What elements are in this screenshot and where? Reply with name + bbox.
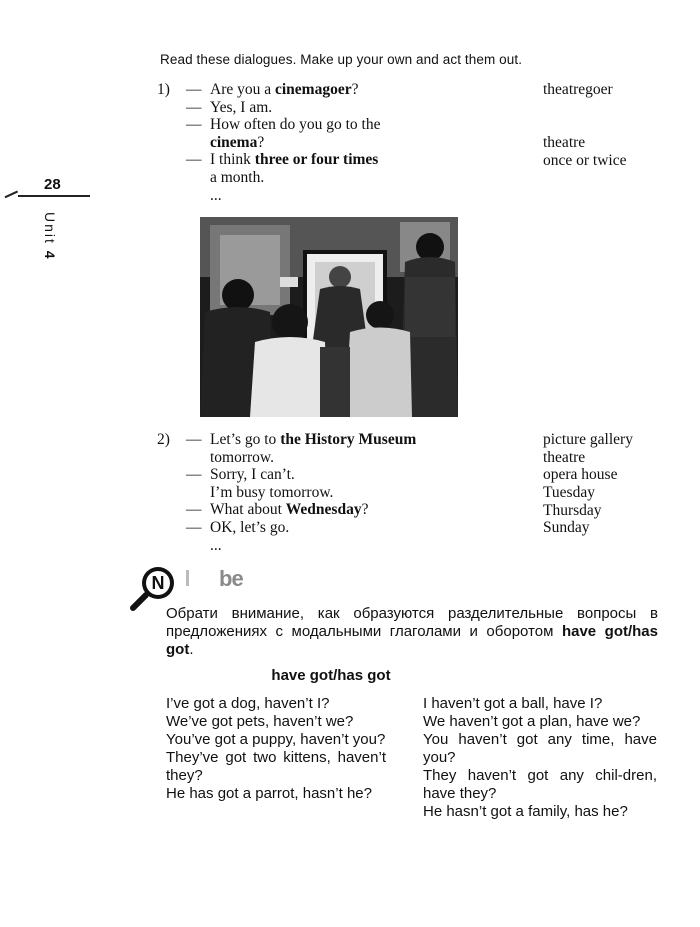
dialogue-2-number: 2) [157,431,170,448]
note-end: . [189,641,194,658]
dialogue-1-line [186,151,380,169]
right-example: They haven’t got any chil-dren, have they? [423,767,657,802]
dialogue-2-alt-2: theatre [543,449,586,466]
dialogue-text: OK, let’s go. [210,518,290,536]
dialogue-1-number: 1) [157,81,170,98]
dialogue-dash: — [186,116,202,134]
dialogue-1-alt-3: once or twice [543,152,627,169]
dialogue-1-line [186,169,380,187]
dialogue-2-alt-1: picture gallery [543,431,633,448]
dialogue-1-line [186,187,380,205]
dialogue-1-line [186,134,380,152]
left-examples [166,695,386,803]
page-rule-hook [5,191,22,206]
page-number: 28 [44,176,61,193]
dialogue-2-line [186,519,416,537]
dialogue-text: What about [210,501,286,519]
right-example: He hasn’t got a family, has he? [423,803,628,820]
dialogue-dash: — [186,151,202,169]
dialogue-1 [186,81,380,204]
museum-photo [200,217,458,417]
page-number-rule [18,195,90,197]
dialogue-2-line [186,501,416,519]
right-example: You haven’t got any time, have you? [423,731,657,766]
table-heading: have got/has got [271,667,391,684]
instruction: Read these dialogues. Make up your own and act them out. [160,52,523,67]
left-example: We’ve got pets, haven’t we? [166,713,354,730]
note-body: Обрати внимание, как образуются разделительные вопросы в предложениях с модальными глаголами и оборотом [166,605,658,640]
svg-text:N: N [151,573,165,593]
dialogue-punct: ? [361,501,369,519]
dialogue-2-line [186,466,416,484]
dialogue-keyword: cinema [210,133,258,151]
dialogue-punct: ? [257,133,265,151]
dialogue-2 [186,431,416,554]
left-example: You’ve got a puppy, haven’t you? [166,731,386,748]
dialogue-2-alt-5: Thursday [543,502,602,519]
dialogue-2-line [186,484,416,502]
dialogue-text: How often do you go to the [210,116,381,134]
left-example: They’ve got two kittens, haven’t they? [166,749,386,784]
dialogue-dash: — [186,501,202,519]
dialogue-1-line [186,116,380,134]
note-logo-text: be [219,566,243,591]
dialogue-keyword: cinemagoer [275,81,352,98]
dialogue-dash: — [186,466,202,484]
unit-label [42,212,58,261]
dialogue-2-alt-3: opera house [543,466,618,483]
unit-word: Unit [42,212,58,245]
dialogue-text: Sorry, I can’t. [210,466,295,484]
right-example: I haven’t got a ball, have I? [423,695,603,712]
dialogue-1-alt-1: theatregoer [543,81,613,98]
dialogue-2-line [186,449,416,467]
dialogue-2-alt-6: Sunday [543,519,590,536]
dialogue-text: ... [210,536,222,554]
dialogue-keyword: the History Museum [280,431,417,448]
left-example: He has got a parrot, hasn’t he? [166,785,372,802]
note-text [166,605,658,659]
dialogue-text: I’m busy tomorrow. [210,483,334,501]
dialogue-1-line [186,81,380,99]
dialogue-text: tomorrow. [210,448,274,466]
dialogue-dash: — [186,81,202,98]
dialogue-1-line [186,99,380,117]
dialogue-punct: ? [351,81,359,98]
dialogue-keyword: Wednesday [285,501,362,519]
dialogue-2-line [186,431,416,449]
dialogue-text: Let’s go to [210,431,281,448]
dialogue-2-line [186,537,416,555]
unit-number: 4 [42,250,58,261]
dialogue-1-alt-2: theatre [543,134,586,151]
right-examples [423,695,657,821]
dialogue-text: Are you a [210,81,275,98]
dialogue-dash: — [186,98,202,116]
left-example: I’ve got a dog, haven’t I? [166,695,330,712]
note-bold: have got/has got [166,623,658,658]
dialogue-dash: — [186,518,202,536]
dialogue-text: I think [210,151,255,169]
dialogue-keyword: three or four times [254,151,379,169]
right-example: We haven’t got a plan, have we? [423,713,641,730]
dialogue-text: Yes, I am. [210,98,273,116]
note-logo-mark [186,570,197,586]
dialogue-text: a month. [210,168,265,186]
dialogue-2-alt-4: Tuesday [543,484,595,501]
dialogue-dash: — [186,431,202,448]
dialogue-text: ... [210,186,222,204]
